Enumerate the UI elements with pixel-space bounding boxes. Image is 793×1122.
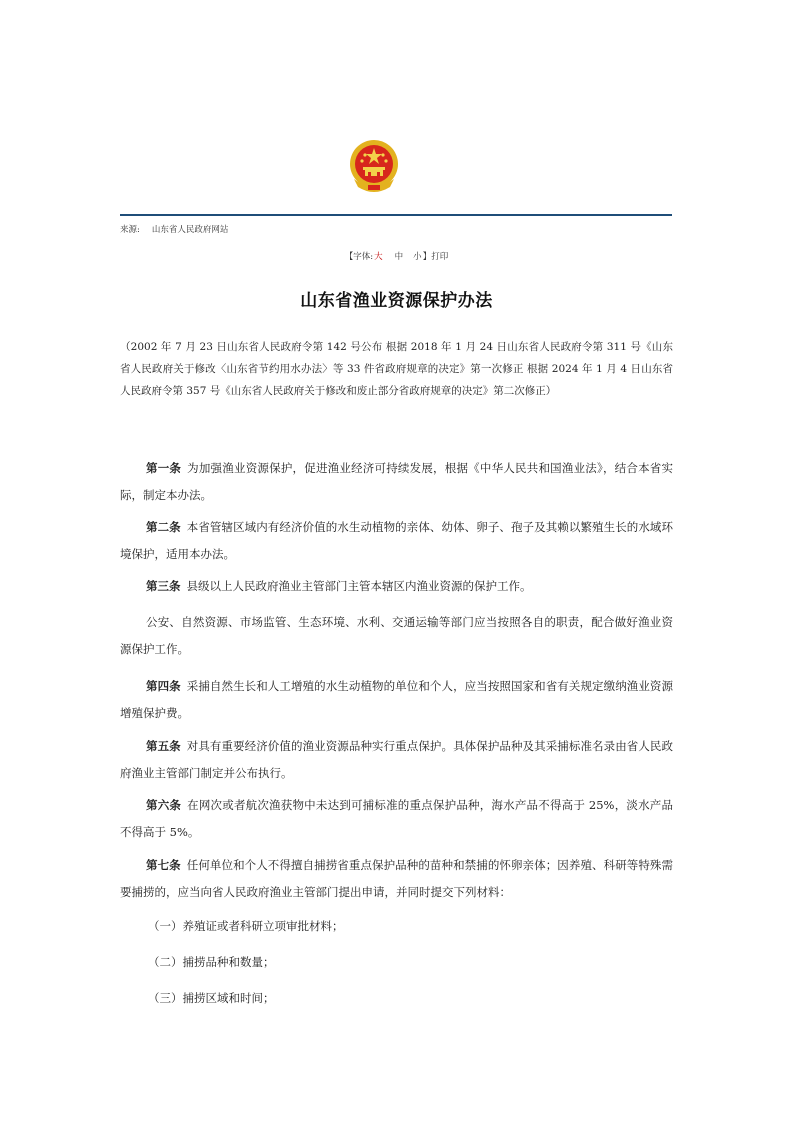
article-text: 在网次或者航次渔获物中未达到可捕标准的重点保护品种，海水产品不得高于 25%，淡水产品不得高于 5%。: [120, 798, 674, 839]
article-text: 采捕自然生长和人工增殖的水生动植物的单位和个人，应当按照国家和省有关规定缴纳渔业资源增殖保护费。: [120, 679, 674, 720]
list-item: （三）捕捞区域和时间；: [148, 991, 275, 1005]
article-label: 第五条: [146, 739, 181, 753]
article-label: 第七条: [146, 858, 181, 872]
source-value: 山东省人民政府网站: [151, 225, 229, 235]
font-medium-link[interactable]: 中: [394, 252, 404, 262]
article-5: [120, 733, 673, 787]
article-label: 第四条: [146, 679, 181, 693]
font-size-bar: [0, 250, 793, 262]
page-title: 山东省渔业资源保护办法: [300, 291, 493, 311]
article-text: 对具有重要经济价值的渔业资源品种实行重点保护。具体保护品种及其采捕标准名录由省人民政府渔业主管部门制定并公布执行。: [120, 739, 674, 780]
revision-note: （2002 年 7 月 23 日山东省人民政府令第 142 号公布 根据 2018 年 1 月 24 日山东省人民政府令第 311 号《山东省人民政府关于修改〈山东省节约用水办法〉等 33 件省政府规章的决定》第一次修正 根据 2024 年 1 月 4 日山东省人民政府令第 357 号《山东省人民政府关于修改和废止部分省政府规章的决定》第二次修正）: [120, 341, 673, 397]
header-divider: [120, 214, 672, 216]
article-1: [120, 455, 673, 509]
print-link[interactable]: 打印: [431, 252, 449, 262]
article-text: 公安、自然资源、市场监管、生态环境、水利、交通运输等部门应当按照各自的职责，配合做好渔业资源保护工作。: [120, 615, 673, 656]
article-6: [120, 792, 673, 846]
article-label: 第一条: [146, 461, 182, 475]
article-text: 为加强渔业资源保护，促进渔业经济可持续发展，根据《中华人民共和国渔业法》，结合本省实际，制定本办法。: [120, 461, 674, 502]
article-text: 任何单位和个人不得擅自捕捞省重点保护品种的苗种和禁捕的怀卵亲体；因养殖、科研等特殊需要捕捞的，应当向省人民政府渔业主管部门提出申请，并同时提交下列材料：: [120, 858, 674, 899]
article-text: 本省管辖区域内有经济价值的水生动植物的亲体、幼体、卵子、孢子及其赖以繁殖生长的水域环境保护，适用本办法。: [120, 520, 674, 561]
article-7: [120, 852, 673, 906]
source-line: [120, 223, 228, 235]
article-2: [120, 514, 673, 568]
list-item: （一）养殖证或者科研立项审批材料；: [148, 919, 344, 933]
list-item: （二）捕捞品种和数量；: [148, 955, 275, 969]
article-4: [120, 673, 673, 727]
article-3: [120, 573, 673, 600]
article-text: 县级以上人民政府渔业主管部门主管本辖区内渔业资源的保护工作。: [186, 579, 532, 593]
font-bar-open: 【字体:: [344, 252, 374, 262]
article-label: 第三条: [146, 579, 181, 593]
font-large-link[interactable]: 大: [374, 252, 383, 262]
article-3-paragraph-2: [120, 609, 673, 663]
national-emblem: [348, 139, 400, 193]
article-label: 第二条: [146, 520, 181, 534]
article-label: 第六条: [146, 798, 182, 812]
font-small-link[interactable]: 小: [413, 252, 422, 262]
source-label: 来源:: [120, 225, 140, 235]
font-bar-close: 】: [422, 252, 432, 262]
